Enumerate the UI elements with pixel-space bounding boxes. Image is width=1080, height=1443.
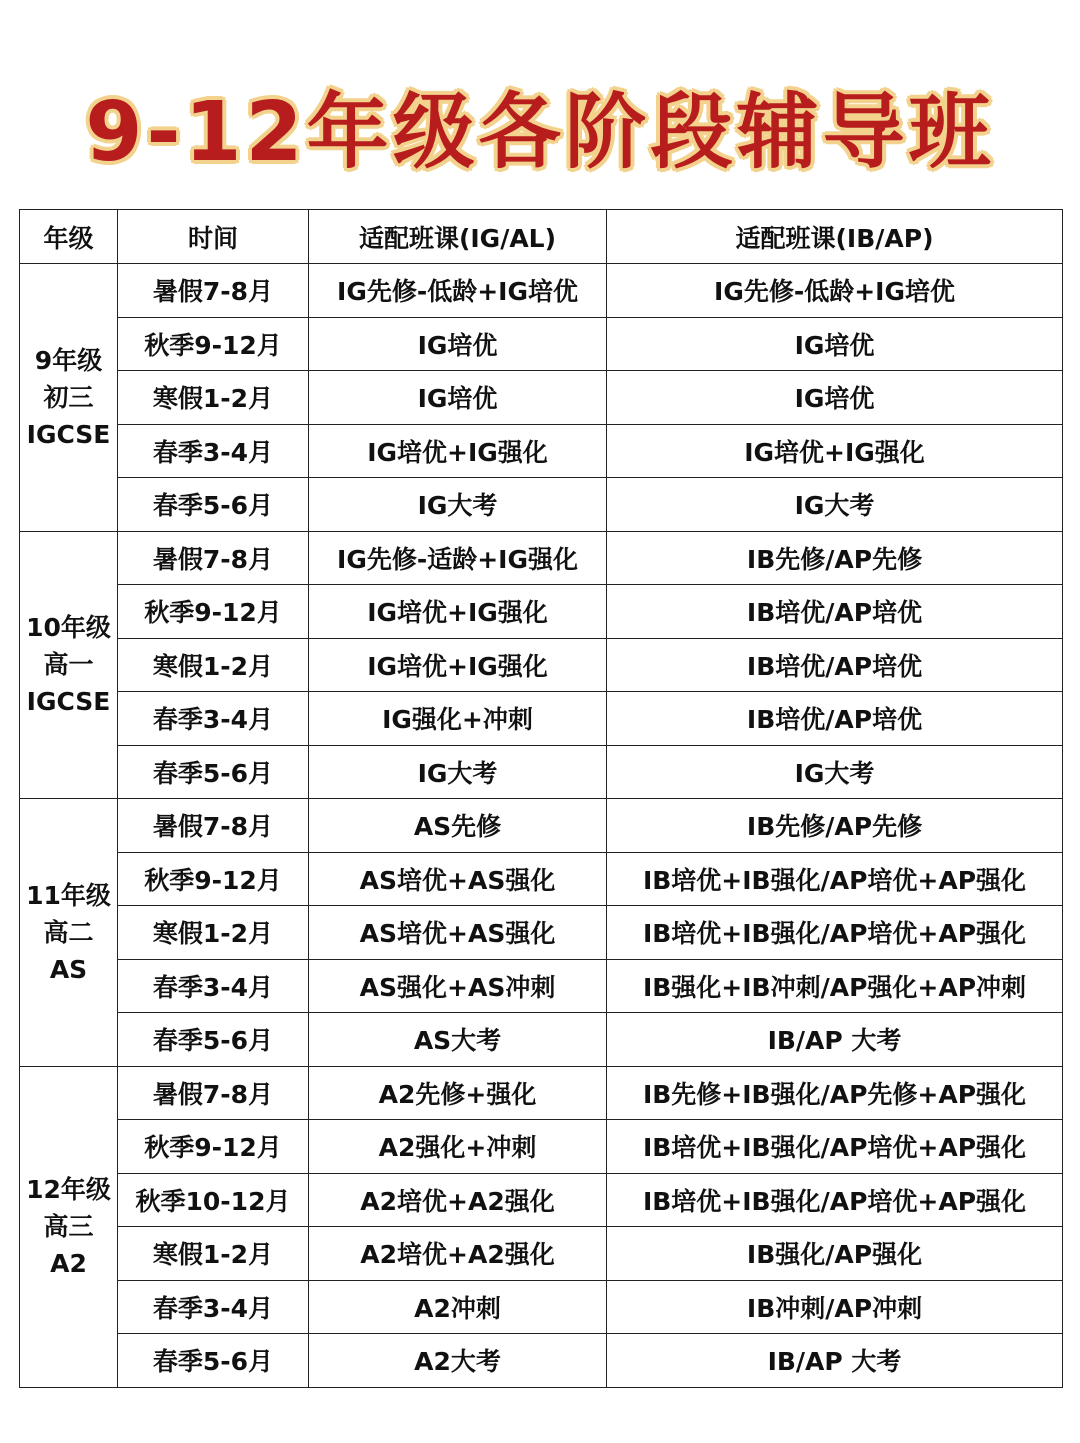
schedule-table xyxy=(19,209,1063,1388)
ig-al-course-cell: IG培优+IG强化 xyxy=(309,638,607,692)
ig-al-course-cell: IG培优 xyxy=(309,317,607,371)
time-cell: 寒假1-2月 xyxy=(118,1227,309,1281)
time-cell: 秋季9-12月 xyxy=(118,317,309,371)
ib-ap-course-cell: IB培优/AP培优 xyxy=(607,692,1063,746)
time-cell: 秋季10-12月 xyxy=(118,1173,309,1227)
page-title: 9-12年级各阶段辅导班 xyxy=(85,85,995,180)
ig-al-course-cell: A2培优+A2强化 xyxy=(309,1173,607,1227)
ib-ap-course-cell: IG大考 xyxy=(607,478,1063,532)
grade-label-line: AS xyxy=(49,954,88,984)
grade-label-line: 10年级 xyxy=(26,613,111,643)
ig-al-course-cell: A2培优+A2强化 xyxy=(309,1227,607,1281)
ib-ap-course-cell: IB先修/AP先修 xyxy=(607,799,1063,853)
grade-label-line: A2 xyxy=(50,1249,87,1278)
time-cell: 暑假7-8月 xyxy=(118,264,309,318)
table-row xyxy=(20,692,1063,746)
ib-ap-course-cell: IB先修/AP先修 xyxy=(607,531,1063,585)
ig-al-course-cell: A2先修+强化 xyxy=(309,1066,607,1120)
grade-label-line: 9年级 xyxy=(34,345,103,375)
grade-cell xyxy=(20,264,118,532)
time-cell: 春季5-6月 xyxy=(118,478,309,532)
time-cell: 春季5-6月 xyxy=(118,1334,309,1388)
ib-ap-course-cell: IB培优+IB强化/AP培优+AP强化 xyxy=(607,852,1063,906)
table-row xyxy=(20,1280,1063,1334)
ig-al-course-cell: IG先修-低龄+IG培优 xyxy=(309,264,607,318)
ig-al-course-cell: IG先修-适龄+IG强化 xyxy=(309,531,607,585)
table-row xyxy=(20,531,1063,585)
table-row xyxy=(20,1066,1063,1120)
grade-cell xyxy=(20,531,118,799)
ib-ap-course-cell: IB先修+IB强化/AP先修+AP强化 xyxy=(607,1066,1063,1120)
ig-al-course-cell: AS培优+AS强化 xyxy=(309,906,607,960)
time-cell: 春季3-4月 xyxy=(118,692,309,746)
ib-ap-course-cell: IB培优/AP培优 xyxy=(607,638,1063,692)
ig-al-course-cell: A2大考 xyxy=(309,1334,607,1388)
grade-label-line: IGCSE xyxy=(26,419,111,449)
time-cell: 暑假7-8月 xyxy=(118,1066,309,1120)
table-row xyxy=(20,638,1063,692)
ig-al-course-cell: IG强化+冲刺 xyxy=(309,692,607,746)
time-cell: 春季5-6月 xyxy=(118,1013,309,1067)
ib-ap-course-cell: IB强化+IB冲刺/AP强化+AP冲刺 xyxy=(607,959,1063,1013)
ig-al-course-cell: AS先修 xyxy=(309,799,607,853)
ib-ap-course-cell: IB培优+IB强化/AP培优+AP强化 xyxy=(607,1120,1063,1174)
header-grade: 年级 xyxy=(20,210,118,264)
table-row xyxy=(20,959,1063,1013)
header-time: 时间 xyxy=(118,210,309,264)
grade-label-line: 高二 xyxy=(43,917,94,947)
ig-al-course-cell: A2冲刺 xyxy=(309,1280,607,1334)
ig-al-course-cell: A2强化+冲刺 xyxy=(309,1120,607,1174)
table-row xyxy=(20,424,1063,478)
ib-ap-course-cell: IB强化/AP强化 xyxy=(607,1227,1063,1281)
time-cell: 春季3-4月 xyxy=(118,1280,309,1334)
table-row xyxy=(20,585,1063,639)
ib-ap-course-cell: IB培优+IB强化/AP培优+AP强化 xyxy=(607,1173,1063,1227)
table-row xyxy=(20,799,1063,853)
time-cell: 寒假1-2月 xyxy=(118,906,309,960)
ig-al-course-cell: IG大考 xyxy=(309,478,607,532)
table-row xyxy=(20,371,1063,425)
grade-label-line: 12年级 xyxy=(26,1175,111,1204)
ig-al-course-cell: IG培优+IG强化 xyxy=(309,424,607,478)
grade-cell xyxy=(20,799,118,1067)
time-cell: 春季5-6月 xyxy=(118,745,309,799)
grade-label-line: 高一 xyxy=(43,650,94,680)
time-cell: 寒假1-2月 xyxy=(118,638,309,692)
table-row xyxy=(20,1013,1063,1067)
ig-al-course-cell: IG大考 xyxy=(309,745,607,799)
grade-label-line: 11年级 xyxy=(26,880,111,910)
ib-ap-course-cell: IG大考 xyxy=(607,745,1063,799)
table-row xyxy=(20,906,1063,960)
ig-al-course-cell: IG培优 xyxy=(309,371,607,425)
table-row xyxy=(20,852,1063,906)
ib-ap-course-cell: IB培优/AP培优 xyxy=(607,585,1063,639)
header-ib-ap: 适配班课(IB/AP) xyxy=(607,210,1063,264)
grade-label-line: IGCSE xyxy=(26,687,111,717)
ig-al-course-cell: AS培优+AS强化 xyxy=(309,852,607,906)
time-cell: 春季3-4月 xyxy=(118,424,309,478)
ig-al-course-cell: AS强化+AS冲刺 xyxy=(309,959,607,1013)
ib-ap-course-cell: IG先修-低龄+IG培优 xyxy=(607,264,1063,318)
table-row xyxy=(20,1227,1063,1281)
time-cell: 秋季9-12月 xyxy=(118,1120,309,1174)
ib-ap-course-cell: IB/AP 大考 xyxy=(607,1013,1063,1067)
grade-label-line: 高三 xyxy=(43,1212,94,1241)
header-ig-al: 适配班课(IG/AL) xyxy=(309,210,607,264)
time-cell: 暑假7-8月 xyxy=(118,799,309,853)
table-row xyxy=(20,1334,1063,1388)
table-row xyxy=(20,1173,1063,1227)
ib-ap-course-cell: IG培优+IG强化 xyxy=(607,424,1063,478)
table-row xyxy=(20,745,1063,799)
time-cell: 春季3-4月 xyxy=(118,959,309,1013)
time-cell: 秋季9-12月 xyxy=(118,585,309,639)
time-cell: 寒假1-2月 xyxy=(118,371,309,425)
ib-ap-course-cell: IB冲刺/AP冲刺 xyxy=(607,1280,1063,1334)
table-row xyxy=(20,264,1063,318)
ib-ap-course-cell: IB/AP 大考 xyxy=(607,1334,1063,1388)
table-header-row xyxy=(20,210,1063,264)
ib-ap-course-cell: IG培优 xyxy=(607,371,1063,425)
table-row xyxy=(20,1120,1063,1174)
table-row xyxy=(20,478,1063,532)
ig-al-course-cell: AS大考 xyxy=(309,1013,607,1067)
time-cell: 暑假7-8月 xyxy=(118,531,309,585)
table-row xyxy=(20,317,1063,371)
grade-label-line: 初三 xyxy=(43,382,94,412)
grade-cell xyxy=(20,1066,118,1387)
ib-ap-course-cell: IG培优 xyxy=(607,317,1063,371)
ib-ap-course-cell: IB培优+IB强化/AP培优+AP强化 xyxy=(607,906,1063,960)
time-cell: 秋季9-12月 xyxy=(118,852,309,906)
ig-al-course-cell: IG培优+IG强化 xyxy=(309,585,607,639)
